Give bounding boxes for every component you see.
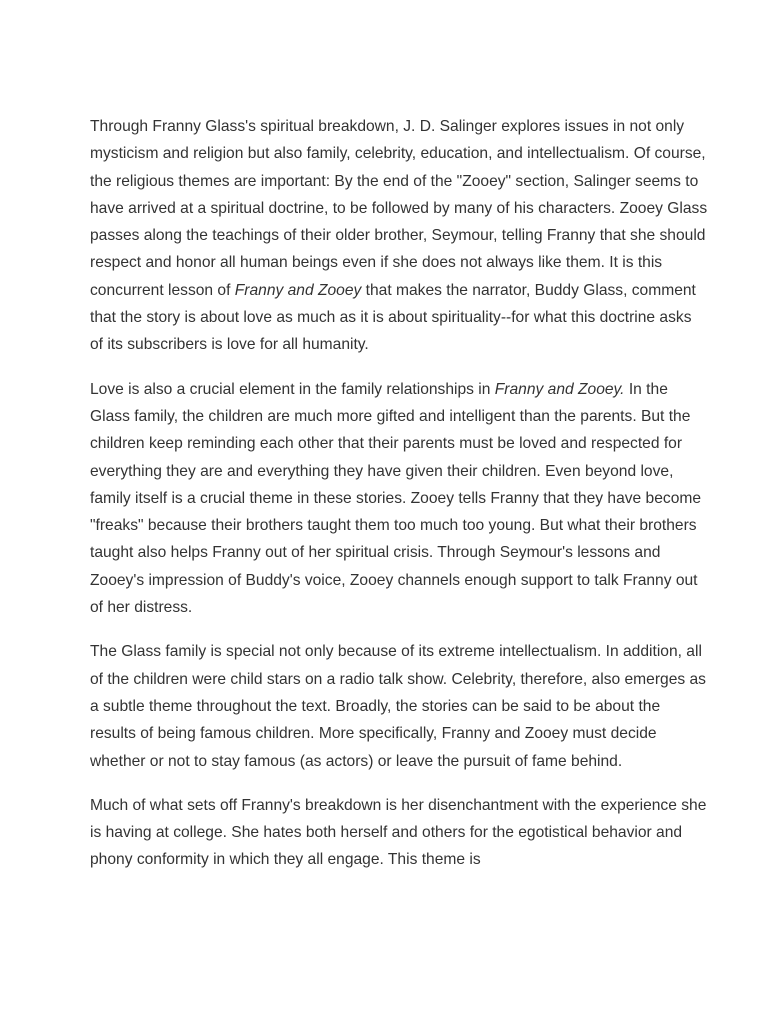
paragraph-2-text-a: Love is also a crucial element in the family relationships in <box>90 380 495 398</box>
paragraph-1-text-b: that makes the narrator, Buddy Glass, comment that the story is about love as much as it is about spirituality--for what this doctrine asks of its subscribers is love for all humanity. <box>90 281 696 354</box>
paragraph-2 <box>90 376 708 622</box>
paragraph-2-text-b: In the Glass family, the children are much more gifted and intelligent than the parents. But the children keep reminding each other that their parents must be loved and respected for everything they are and everything they have given their children. Even beyond love, family itself is a crucial theme in these stories. Zooey tells Franny that they have become "freaks" because their brothers taught them too much too young. But what their brothers taught also helps Franny out of her spiritual crisis. Through Seymour's lessons and Zooey's impression of Buddy's voice, Zooey channels enough support to talk Franny out of her distress. <box>90 380 702 617</box>
paragraph-1-text-a: Through Franny Glass's spiritual breakdown, J. D. Salinger explores issues in not only mysticism and religion but also family, celebrity, education, and intellectualism. Of course, the religious themes are important: By the end of the "Zooey" section, Salinger seems to have arrived at a spiritual doctrine, to be followed by many of his characters. Zooey Glass passes along the teachings of their older brother, Seymour, telling Franny that she should respect and honor all human beings even if she does not always like them. It is this concurrent lesson of <box>90 118 708 299</box>
paragraph-4 <box>90 792 708 874</box>
paragraph-1 <box>90 113 708 359</box>
paragraph-3-text: The Glass family is special not only because of its extreme intellectualism. In addition, all of the children were child stars on a radio talk show. Celebrity, therefore, also emerges as a subtle theme throughout the text. Broadly, the stories can be said to be about the results of being famous children. More specifically, Franny and Zooey must decide whether or not to stay famous (as actors) or leave the pursuit of fame behind. <box>90 643 706 770</box>
paragraph-1-book-title: Franny and Zooey <box>234 281 362 299</box>
paragraph-3 <box>90 638 708 774</box>
paragraph-2-book-title: Franny and Zooey. <box>494 380 625 398</box>
paragraph-4-text: Much of what sets off Franny's breakdown is her disenchantment with the experience she is having at college. She hates both herself and others for the egotistical behavior and phony conformity in which they all engage. This theme is <box>90 796 707 869</box>
